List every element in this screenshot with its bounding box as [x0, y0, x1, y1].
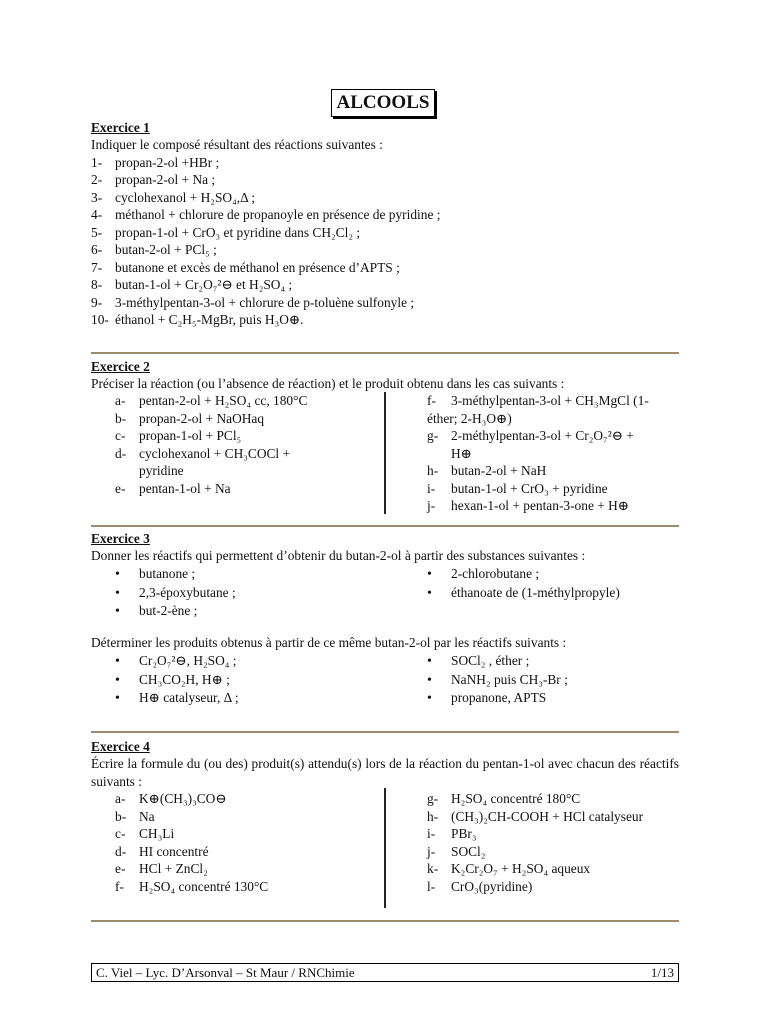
column-divider	[384, 392, 386, 514]
exercise-3-intro-2: Déterminer les produits obtenus à partir de ce même butan-2-ol par les réactifs suivants :	[91, 635, 567, 650]
list-item	[115, 427, 307, 445]
item-text: SOCl₂	[451, 843, 486, 859]
bullet-item	[115, 689, 239, 708]
item-letter: f-	[427, 393, 436, 408]
item-letter: h-	[427, 808, 439, 824]
exercise-1-list	[91, 154, 679, 329]
bullet-icon	[115, 671, 139, 690]
bullet-item	[115, 565, 236, 584]
exercise-4-right-column	[427, 790, 643, 895]
list-item	[427, 843, 643, 861]
list-item	[91, 171, 679, 189]
item-letter: d-	[115, 445, 127, 461]
item-text: 2-méthylpentan-3-ol + Cr₂O₇²⊖ +	[451, 428, 634, 443]
item-text: propan-2-ol + NaOHaq	[139, 410, 265, 426]
item-text: but-2-ène ;	[139, 603, 198, 618]
bullet-item	[427, 584, 620, 603]
exercise-2-right-column	[427, 392, 649, 515]
item-letter: a-	[115, 791, 126, 806]
list-item	[91, 189, 679, 207]
item-letter: g-	[427, 428, 439, 443]
item-text: NaNH₂ puis CH₃-Br ;	[451, 671, 568, 687]
list-item	[427, 445, 649, 463]
bullet-item	[115, 652, 239, 671]
bullet-item	[115, 584, 236, 603]
item-text: CrO₃(pyridine)	[451, 878, 533, 894]
bullet-icon	[427, 565, 451, 584]
list-item	[91, 154, 679, 172]
item-text: éthanol + C₂H₅-MgBr, puis H₃O⊕.	[115, 312, 304, 327]
item-text: butan-2-ol + PCl₅ ;	[115, 242, 217, 257]
item-text: butanone et excès de méthanol en présence d’APTS ;	[115, 259, 400, 275]
item-letter: a-	[115, 393, 126, 408]
item-text: 3-méthylpentan-3-ol + chlorure de p-toluène sulfonyle ;	[115, 294, 415, 310]
item-text: 2-chlorobutane ;	[451, 566, 540, 581]
list-item	[91, 294, 679, 312]
bullet-icon	[115, 689, 139, 708]
item-text: pentan-2-ol + H₂SO₄ cc, 180°C	[139, 393, 308, 408]
item-letter: b-	[115, 410, 127, 426]
item-text: propanone, APTS	[451, 690, 547, 705]
exercise-1	[91, 136, 679, 329]
bullet-icon	[115, 565, 139, 584]
exercise-2-left-column	[115, 392, 307, 497]
list-item	[115, 808, 268, 826]
exercise-2-heading: Exercice 2	[91, 359, 150, 374]
page-title: ALCOOLS	[331, 89, 435, 117]
exercise-3-list-1-left	[115, 565, 236, 621]
item-text: butan-2-ol + NaH	[451, 463, 547, 478]
item-number: 2-	[91, 172, 103, 187]
item-text: Na	[139, 808, 155, 824]
exercise-3-heading: Exercice 3	[91, 531, 150, 546]
item-text: Cr₂O₇²⊖, H₂SO₄ ;	[139, 653, 237, 668]
item-letter: l-	[427, 878, 436, 894]
list-item	[91, 241, 679, 259]
item-text: éther; 2-H₃O⊕)	[427, 410, 512, 426]
item-text: CH₃Li	[139, 826, 175, 841]
exercise-4-heading: Exercice 4	[91, 739, 150, 754]
item-text: cyclohexanol + CH₃COCl +	[139, 445, 291, 461]
item-letter: d-	[115, 843, 127, 859]
separator	[91, 525, 679, 527]
list-item	[427, 860, 643, 878]
item-number: 4-	[91, 207, 103, 222]
list-item	[91, 276, 679, 294]
item-letter: c-	[115, 826, 126, 841]
item-text: HI concentré	[139, 843, 209, 859]
bullet-icon	[115, 652, 139, 671]
item-letter: b-	[115, 808, 127, 824]
item-letter: j-	[427, 843, 436, 859]
item-text: CH₃CO₂H, H⊕ ;	[139, 671, 230, 687]
bullet-icon	[427, 652, 451, 671]
item-text: K⊕(CH₃)₃CO⊖	[139, 791, 227, 806]
bullet-item	[427, 565, 620, 584]
list-item	[427, 462, 649, 480]
item-number: 7-	[91, 259, 103, 275]
footer-source: C. Viel – Lyc. D’Arsonval – St Maur / RNChimie	[96, 965, 355, 980]
item-number: 9-	[91, 294, 103, 310]
list-item	[115, 843, 268, 861]
list-item	[115, 480, 307, 498]
item-text: H⊕	[451, 445, 472, 461]
bullet-icon	[115, 602, 139, 621]
item-text: éthanoate de (1-méthylpropyle)	[451, 584, 620, 600]
list-item	[115, 860, 268, 878]
item-text: cyclohexanol + H₂SO₄,Δ ;	[115, 189, 256, 205]
list-item	[427, 808, 643, 826]
exercise-4-intro: Écrire la formule du (ou des) produit(s) attendu(s) lors de la réaction du pentan-1-ol avec chacun des réactifs suivants :	[91, 756, 679, 789]
item-letter: i-	[427, 480, 436, 496]
item-letter: e-	[115, 480, 126, 496]
list-item	[427, 480, 649, 498]
item-number: 3-	[91, 189, 103, 205]
exercise-2-intro: Préciser la réaction (ou l’absence de réaction) et le produit obtenu dans les cas suivants :	[91, 376, 565, 391]
bullet-item	[427, 671, 568, 690]
item-text: H⊕ catalyseur, Δ ;	[139, 690, 239, 705]
item-text: butanone ;	[139, 566, 196, 581]
exercise-3-intro-1: Donner les réactifs qui permettent d’obtenir du butan-2-ol à partir des substances suivantes :	[91, 548, 586, 563]
list-item	[115, 410, 307, 428]
item-letter: h-	[427, 463, 439, 478]
item-text: (CH₃)₂CH-COOH + HCl catalyseur	[451, 808, 644, 824]
list-item	[115, 825, 268, 843]
bullet-icon	[427, 671, 451, 690]
item-letter: g-	[427, 791, 439, 806]
item-text: H₂SO₄ concentré 180°C	[451, 791, 581, 806]
item-text: propan-1-ol + CrO₃ et pyridine dans CH₂Cl₂ ;	[115, 224, 361, 240]
exercise-3-list-1-right	[427, 565, 620, 602]
item-text: pyridine	[139, 463, 184, 478]
item-letter: e-	[115, 861, 126, 876]
exercise-3-list-2-right	[427, 652, 568, 708]
bullet-item	[427, 689, 568, 708]
bullet-icon	[427, 689, 451, 708]
item-text: 3-méthylpentan-3-ol + CH₃MgCl (1-	[451, 393, 649, 408]
item-text: méthanol + chlorure de propanoyle en présence de pyridine ;	[115, 207, 441, 222]
list-item	[91, 206, 679, 224]
list-item	[427, 392, 649, 410]
exercise-1-intro: Indiquer le composé résultant des réactions suivantes :	[91, 137, 383, 152]
page-footer	[91, 963, 679, 982]
item-text: propan-2-ol + Na ;	[115, 172, 216, 187]
item-letter: f-	[115, 878, 124, 894]
list-item	[427, 427, 649, 445]
bullet-icon	[427, 584, 451, 603]
item-text: K₂Cr₂O₇ + H₂SO₄ aqueux	[451, 861, 591, 876]
list-item	[115, 445, 307, 463]
separator	[91, 352, 679, 354]
list-item	[427, 825, 643, 843]
item-text: propan-1-ol + PCl₅	[139, 428, 242, 443]
item-text: butan-1-ol + Cr₂O₇²⊖ et H₂SO₄ ;	[115, 277, 293, 292]
item-letter: j-	[427, 498, 436, 513]
item-text: butan-1-ol + CrO₃ + pyridine	[451, 480, 608, 496]
item-number: 1-	[91, 154, 103, 170]
exercise-1-heading: Exercice 1	[91, 120, 150, 135]
bullet-item	[427, 652, 568, 671]
page-number: 1/13	[650, 965, 674, 980]
column-divider	[384, 788, 386, 908]
list-item	[427, 878, 643, 896]
list-item	[91, 259, 679, 277]
item-text: HCl + ZnCl₂	[139, 861, 208, 876]
item-text: PBr₃	[451, 826, 477, 841]
separator	[91, 731, 679, 733]
bullet-item	[115, 602, 236, 621]
list-item	[427, 497, 649, 515]
item-text: H₂SO₄ concentré 130°C	[139, 878, 269, 894]
list-item	[91, 311, 679, 329]
list-item	[115, 878, 268, 896]
list-item	[91, 224, 679, 242]
separator	[91, 920, 679, 922]
item-number: 6-	[91, 242, 103, 257]
bullet-icon	[115, 584, 139, 603]
item-text: 2,3-époxybutane ;	[139, 584, 236, 600]
exercise-3-list-2-left	[115, 652, 239, 708]
item-number: 10-	[91, 312, 109, 327]
item-letter: c-	[115, 428, 126, 443]
list-item	[115, 462, 307, 480]
bullet-item	[115, 671, 239, 690]
item-text: pentan-1-ol + Na	[139, 480, 231, 496]
list-item	[427, 410, 649, 428]
item-letter: k-	[427, 861, 439, 876]
item-text: propan-2-ol +HBr ;	[115, 154, 220, 170]
list-item	[115, 790, 268, 808]
item-letter: i-	[427, 826, 436, 841]
item-text: SOCl₂ , éther ;	[451, 653, 530, 668]
item-text: hexan-1-ol + pentan-3-one + H⊕	[451, 498, 630, 513]
item-number: 8-	[91, 277, 103, 292]
list-item	[427, 790, 643, 808]
item-number: 5-	[91, 224, 103, 240]
exercise-4-left-column	[115, 790, 268, 895]
list-item	[115, 392, 307, 410]
